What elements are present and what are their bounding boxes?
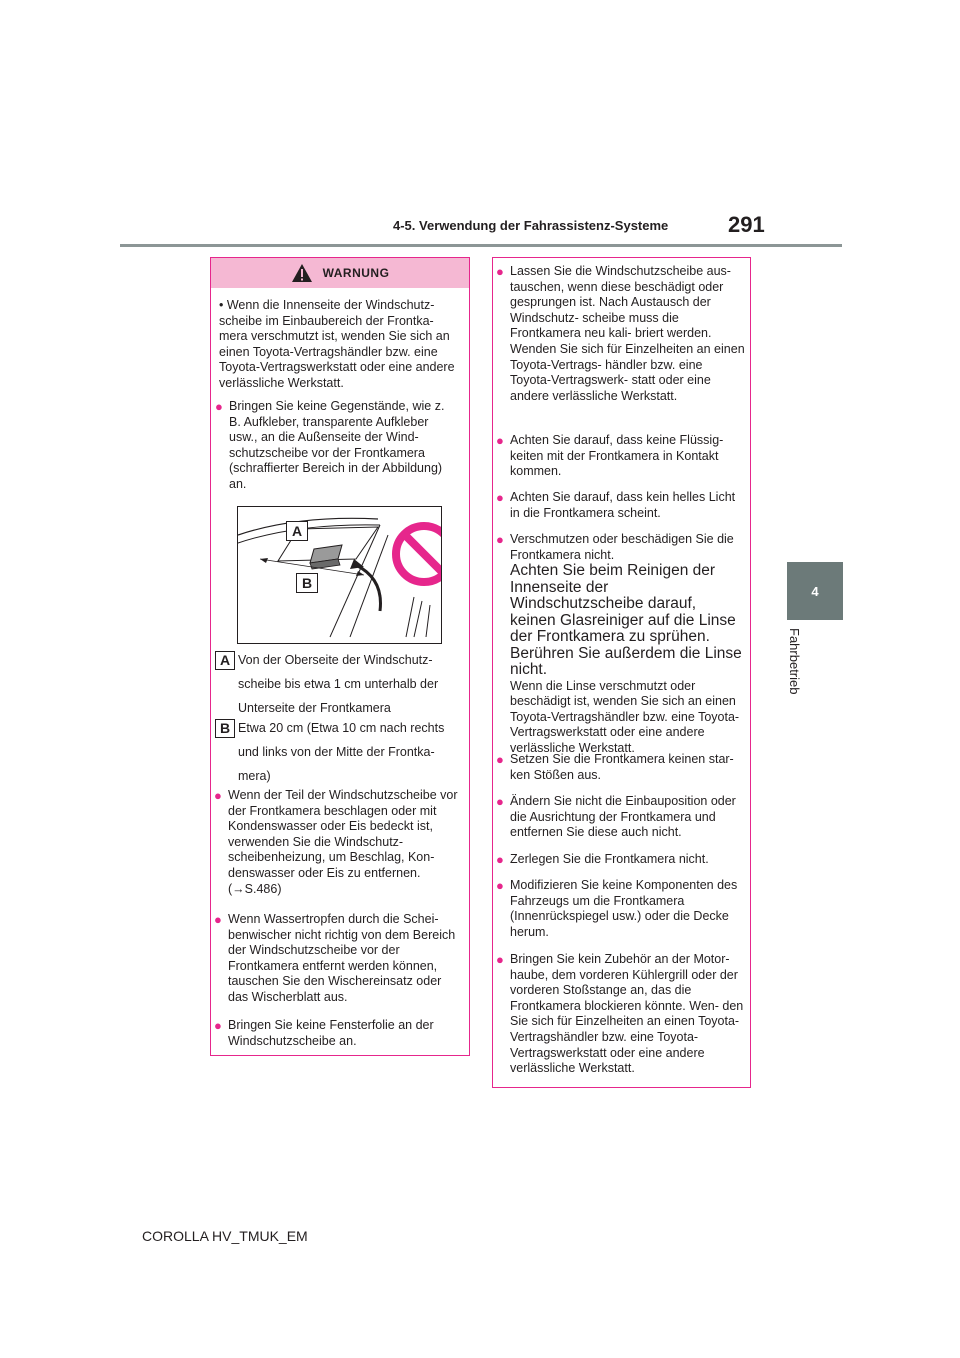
bullet-icon: ● xyxy=(496,490,504,505)
warning-intro xyxy=(219,298,457,392)
figure-label-a: A xyxy=(286,521,308,541)
warning-item-film-text: Bringen Sie keine Fensterfolie an der Windschutzscheibe an. xyxy=(228,1018,434,1048)
warning-item-wiper-text: Wenn Wassertropfen durch die Schei- benwischer nicht richtig von dem Bereich der Windschutzscheibe vor der Frontkamera entfernt werden können, tauschen Sie den Wischereinsatz oder das Wischerblatt aus. xyxy=(228,912,456,1004)
bullet-icon: ● xyxy=(496,532,504,547)
legend-key-b: B xyxy=(215,719,235,738)
bullet-icon: ● xyxy=(496,264,504,279)
right-item-modify-text: Modifizieren Sie keine Komponenten des Fahrzeugs um die Frontkamera (Innenrückspiegel usw.) oder die Decke herum. xyxy=(510,878,738,939)
bullet-icon: ● xyxy=(214,912,222,927)
warning-item-stickers xyxy=(215,399,459,493)
right-item-disassemble-text: Zerlegen Sie die Frontkamera nicht. xyxy=(510,852,709,866)
bullet-icon: ● xyxy=(214,788,222,803)
figure-label-b: B xyxy=(296,573,318,593)
windshield-camera-drawing xyxy=(238,507,441,643)
warning-item-fog-text: Wenn der Teil der Windschutzscheibe vor der Frontkamera beschlagen oder mit Kondenswasser oder Eis bedeckt ist, verwenden Sie die Windschutz- scheibenheizung, um Beschlag, Kon- denswasser oder Eis zu entfernen. xyxy=(228,788,458,880)
right-item-impact-text: Setzen Sie die Frontkamera keinen star- ken Stößen aus. xyxy=(510,752,734,782)
document-footer: COROLLA HV_TMUK_EM xyxy=(142,1228,308,1244)
right-item-position xyxy=(496,794,746,841)
warning-item-fog xyxy=(214,788,458,897)
right-item-accessory-text: Bringen Sie kein Zubehör an der Motor- haube, dem vorderen Kühlergrill oder der vorderen Stoßstange an, das die Frontkamera blockieren könnte. Wen- den Sie sich für Einzelheiten an einen Toyota-Vertragshändler bzw. eine Toyota-Vertragswerkstatt oder eine andere verlässliche Werkstatt. xyxy=(510,952,744,1076)
bullet-icon: ● xyxy=(214,1018,222,1033)
bullet-icon: ● xyxy=(496,752,504,767)
chapter-name: Fahrbetrieb xyxy=(787,628,802,695)
right-item-dirty xyxy=(496,532,746,757)
warning-item-wiper xyxy=(214,912,458,1006)
right-item-accessory xyxy=(496,952,746,1077)
right-item-replace-text: Lassen Sie die Windschutzscheibe aus- tauschen, wenn diese beschädigt oder gesprungen ist. Nach Austausch der Windschutz- scheibe muss die Frontkamera neu kali- briert werden. Wenden Sie sich für Einzelheiten an einen Toyota-Vertrags- händler bzw. eine Toyota-Vertragswerk- statt oder eine andere verlässliche Werkstatt. xyxy=(510,264,745,403)
bullet-icon: ● xyxy=(496,433,504,448)
right-item-liquid xyxy=(496,433,746,480)
right-item-disassemble xyxy=(496,852,746,868)
warning-title: WARNUNG xyxy=(322,266,390,280)
section-title: 4-5. Verwendung der Fahrassistenz-Systeme xyxy=(393,218,669,233)
bullet-icon: ● xyxy=(496,952,504,967)
right-item-liquid-text: Achten Sie darauf, dass keine Flüssig- keiten mit der Frontkamera in Kontakt kommen. xyxy=(510,433,724,479)
warning-item-stickers-text: Bringen Sie keine Gegenstände, wie z. B. Aufkleber, transparente Aufkleber usw., an die Außenseite der Wind- schutzscheibe vor der Frontkamera (schraffierter Bereich in der Abbildung) an. xyxy=(229,399,445,491)
warning-item-film xyxy=(214,1018,458,1049)
bullet-icon: ● xyxy=(496,852,504,867)
right-item-replace xyxy=(496,264,746,404)
chapter-label xyxy=(786,628,806,695)
right-item-light xyxy=(496,490,746,521)
legend-text-b: Etwa 20 cm (Etwa 10 cm nach rechts und links von der Mitte der Frontka- mera) xyxy=(238,721,445,783)
right-item-modify xyxy=(496,878,746,940)
right-item-position-text: Ändern Sie nicht die Einbauposition oder die Ausrichtung der Frontkamera und entfernen Sie diese auch nicht. xyxy=(510,794,736,840)
right-item-dirty-text: Verschmutzen oder beschädigen Sie die Frontkamera nicht. xyxy=(510,532,734,562)
bullet-icon: ● xyxy=(496,878,504,893)
page-number: 291 xyxy=(728,212,765,237)
warning-triangle-icon xyxy=(291,263,313,283)
legend-key-a: A xyxy=(215,651,235,670)
page-reference-link[interactable]: (→S.486) xyxy=(228,881,282,896)
right-item-impact xyxy=(496,752,746,783)
right-item-dirty-followup: Wenn die Linse verschmutzt oder beschädigt ist, wenden Sie sich an einen Toyota-Vertragshändler bzw. eine Toyota-Vertragswerkstatt oder eine andere verlässliche Werkstatt. xyxy=(510,678,740,756)
right-item-light-text: Achten Sie darauf, dass kein helles Licht in die Frontkamera scheint. xyxy=(510,490,736,520)
warning-header xyxy=(211,258,469,288)
bullet-icon: ● xyxy=(496,794,504,809)
legend-text-a: Von der Oberseite der Windschutz- scheibe bis etwa 1 cm unterhalb der Unterseite der Frontkamera xyxy=(238,653,439,715)
bullet-icon: ● xyxy=(215,399,223,414)
camera-area-illustration xyxy=(237,506,442,644)
warning-intro-text: • Wenn die Innenseite der Windschutz- scheibe im Einbaubereich der Frontka- mera verschmutzt ist, wenden Sie sich an einen Toyota-Vertragshändler bzw. eine Toyota-Vertragswerkstatt oder eine andere verlässliche Werkstatt. xyxy=(219,298,455,390)
right-item-dirty-emphasis: Achten Sie beim Reinigen der Innenseite der Windschutzscheibe darauf, keinen Glasreiniger auf die Linse der Frontkamera zu sprühen. Berühren Sie außerdem die Linse nicht. xyxy=(510,562,742,679)
chapter-tab: 4 xyxy=(787,562,843,620)
header-rule xyxy=(120,244,842,247)
